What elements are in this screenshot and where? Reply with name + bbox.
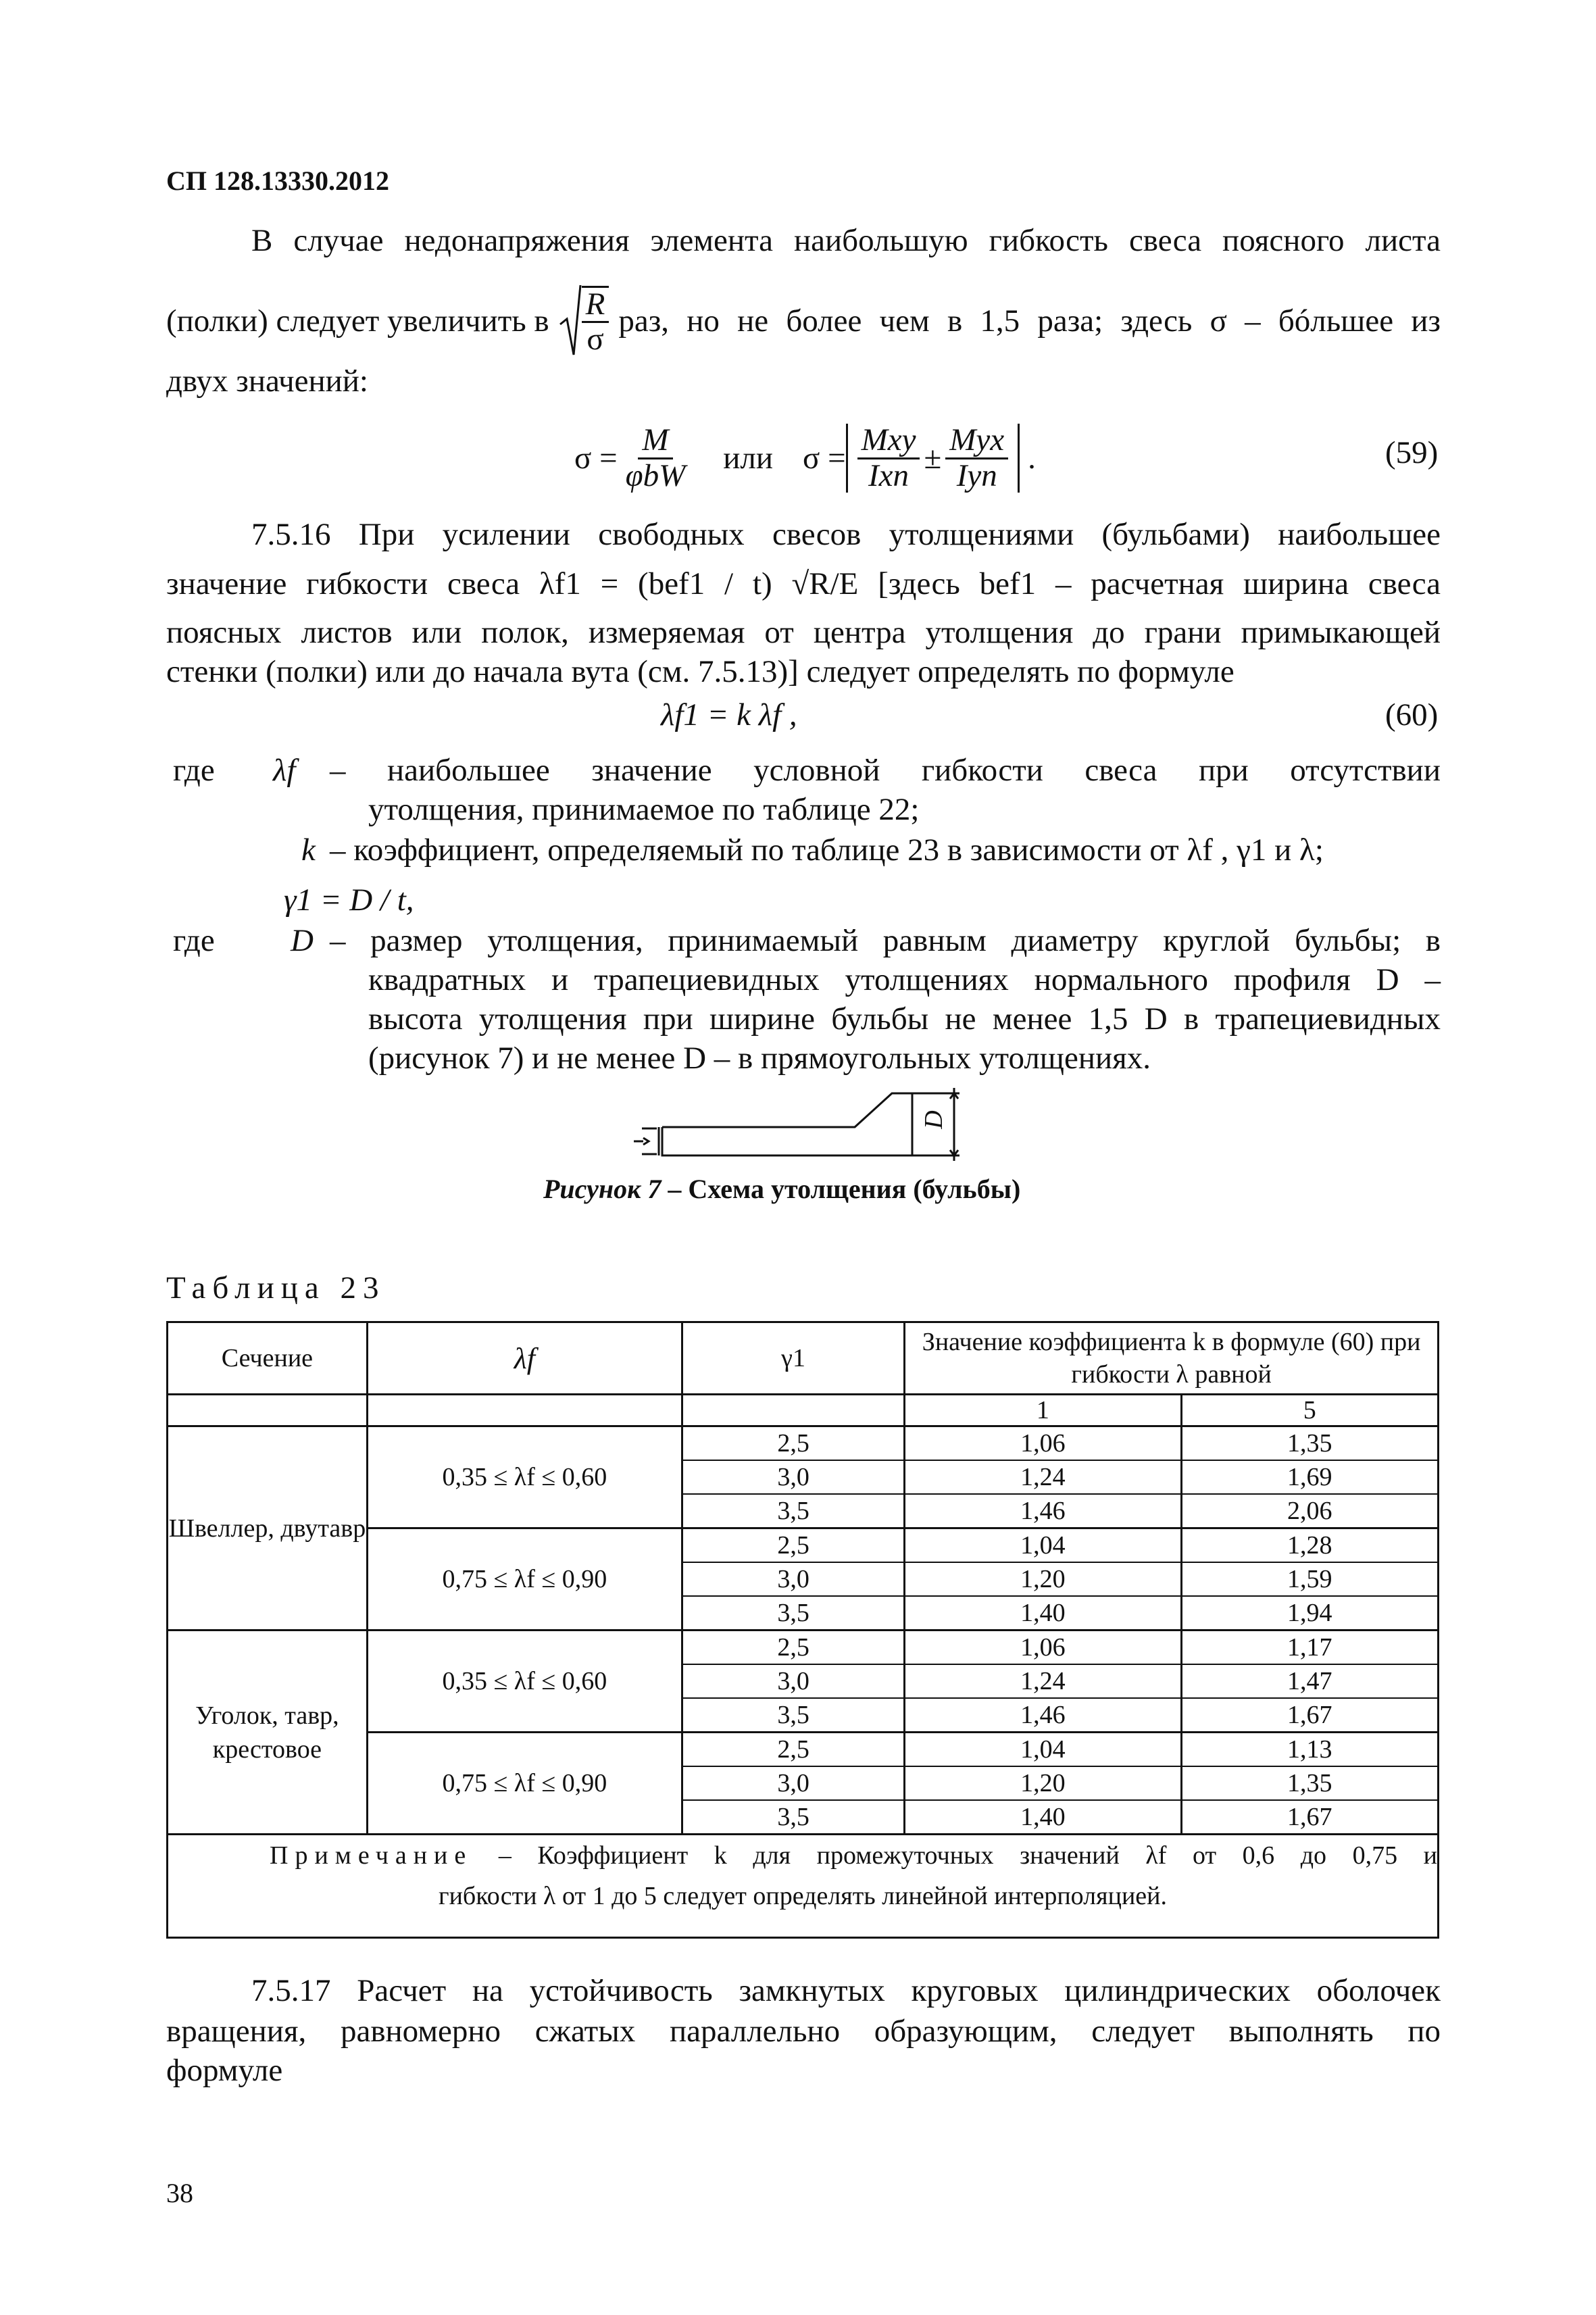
table-note xyxy=(168,1835,1439,1938)
lambda-f-symbol: λf xyxy=(273,753,296,788)
gamma-value: 3,0 xyxy=(683,1461,903,1495)
formula-59-den-b: Iyn xyxy=(956,457,997,493)
gamma-value: 3,5 xyxy=(777,1701,809,1729)
formula-59-den-a: Ixn xyxy=(868,457,909,493)
figure-caption-text: – Схема утолщения (бульбы) xyxy=(661,1174,1021,1204)
note-label: Примечание xyxy=(270,1841,473,1870)
th-lambda-5: 5 xyxy=(1181,1395,1438,1426)
k5-cell xyxy=(1181,1631,1438,1733)
para2-line2: значение гибкости свеса λf1 = (bef1 / t) √R/E [здесь bef1 – расчетная ширина свеса xyxy=(166,566,1441,601)
para2-line4: стенки (полки) или до начала вута (см. 7.5.13)] следует определять по формуле xyxy=(166,654,1235,689)
formula-59-num-b: Myx xyxy=(945,424,1008,459)
gamma-cell xyxy=(682,1733,904,1835)
gamma-line: γ1 = D / t, xyxy=(284,882,414,918)
para1-line3: двух значений: xyxy=(166,364,368,399)
para2-line3: поясных листов или полок, измеряемая от центра утолщения до грани примыкающей xyxy=(166,615,1441,650)
k1-value: 1,20 xyxy=(905,1767,1180,1801)
formula-59 xyxy=(574,411,1036,505)
k1-value: 1,46 xyxy=(1020,1701,1066,1729)
sqrt-numerator: R xyxy=(582,288,609,323)
gamma-value: 3,0 xyxy=(683,1665,903,1699)
th-section: Сечение xyxy=(168,1322,368,1395)
k-symbol: k xyxy=(301,832,316,868)
gamma-value: 3,5 xyxy=(777,1599,809,1627)
k5-cell xyxy=(1181,1733,1438,1835)
k5-value: 1,17 xyxy=(1182,1631,1437,1665)
note-text1: – Коэффициент k для промежуточных значений λf от 0,6 до 0,75 и xyxy=(472,1841,1437,1870)
gamma-value: 2,5 xyxy=(683,1631,903,1665)
gamma-value: 2,5 xyxy=(683,1529,903,1563)
k5-value: 1,94 xyxy=(1287,1599,1332,1627)
note-text2: гибкости λ от 1 до 5 следует определять линейной интерполяцией. xyxy=(439,1882,1167,1910)
table-subheader-row xyxy=(168,1395,1439,1426)
formula-59-end: . xyxy=(1028,440,1036,476)
k5-value: 1,47 xyxy=(1182,1665,1437,1699)
formula-59-num-a: Mxy xyxy=(857,424,920,459)
formula-59-lhs2: σ = xyxy=(803,440,846,476)
lambda-range: 0,35 ≤ λf ≤ 0,60 xyxy=(367,1426,682,1528)
gamma-cell xyxy=(682,1631,904,1733)
k1-cell xyxy=(905,1426,1181,1528)
para1-line2b: раз, но не более чем в 1,5 раза; здесь σ – бóльшее из xyxy=(618,303,1441,339)
k-text: – коэффициент, определяемый по таблице 23 в зависимости от λf , γ1 и λ; xyxy=(330,832,1324,868)
figure-dim-label: D xyxy=(920,1110,948,1129)
formula-59-num1: M xyxy=(638,424,672,459)
k1-value: 1,20 xyxy=(905,1563,1180,1597)
page-number: 38 xyxy=(166,2178,193,2208)
sqrt-r-over-sigma xyxy=(559,284,609,358)
th-lambda-f: λf xyxy=(367,1322,682,1395)
radical-sign xyxy=(559,284,582,358)
document-code: СП 128.13330.2012 xyxy=(166,166,389,196)
formula-60: λf1 = k λf , xyxy=(661,697,797,732)
k5-value: 1,67 xyxy=(1287,1701,1332,1729)
para2-line1: 7.5.16 При усилении свободных свесов утолщениями (бульбами) наибольшее xyxy=(251,517,1441,552)
formula-60-number: (60) xyxy=(1385,697,1439,732)
para1-line1: В случае недонапряжения элемента наибольшую гибкость свеса поясного листа xyxy=(251,223,1441,258)
k1-value: 1,40 xyxy=(1020,1599,1066,1627)
k1-value: 1,24 xyxy=(905,1461,1180,1495)
k5-value: 1,28 xyxy=(1182,1529,1437,1563)
lambda-f-text2: утолщения, принимаемое по таблице 22; xyxy=(368,792,920,827)
where-label-2: где xyxy=(173,923,215,958)
table-note-row xyxy=(168,1835,1439,1938)
gamma-value: 3,0 xyxy=(683,1767,903,1801)
gamma-value: 3,5 xyxy=(777,1497,809,1525)
gamma-cell xyxy=(682,1426,904,1528)
k1-value: 1,06 xyxy=(905,1631,1180,1665)
k1-value: 1,40 xyxy=(1020,1803,1066,1831)
d-text3: высота утолщения при ширине бульбы не менее 1,5 D в трапециевидных xyxy=(368,1001,1441,1037)
table-header-row xyxy=(168,1322,1439,1395)
gamma-value: 3,0 xyxy=(683,1563,903,1597)
d-text4: (рисунок 7) и не менее D – в прямоугольных утолщениях. xyxy=(368,1041,1151,1076)
formula-59-den1: φbW xyxy=(625,457,686,493)
k1-value: 1,24 xyxy=(905,1665,1180,1699)
d-symbol: D xyxy=(291,923,314,958)
k5-value: 1,69 xyxy=(1182,1461,1437,1495)
k5-value: 2,06 xyxy=(1287,1497,1332,1525)
section-name: Уголок, тавр, крестовое xyxy=(168,1631,368,1835)
k1-value: 1,06 xyxy=(905,1427,1180,1461)
th-gamma: γ1 xyxy=(682,1322,904,1395)
k1-cell xyxy=(905,1733,1181,1835)
k1-cell xyxy=(905,1631,1181,1733)
d-text1: – размер утолщения, принимаемый равным диаметру круглой бульбы; в xyxy=(330,923,1441,958)
figure-caption-label: Рисунок 7 xyxy=(543,1174,662,1204)
k5-cell xyxy=(1181,1528,1438,1631)
k1-value: 1,04 xyxy=(905,1529,1180,1563)
table-title: Таблица 23 xyxy=(166,1270,386,1305)
formula-59-abs xyxy=(846,424,1020,493)
gamma-cell xyxy=(682,1528,904,1631)
formula-59-number: (59) xyxy=(1385,435,1439,470)
para1-line2a: (полки) следует увеличить в xyxy=(166,303,549,339)
section-name: Швеллер, двутавр xyxy=(168,1426,368,1631)
where-label-1: где xyxy=(173,753,215,788)
table-23 xyxy=(166,1321,1439,1939)
k5-value: 1,35 xyxy=(1182,1767,1437,1801)
lambda-range: 0,75 ≤ λf ≤ 0,90 xyxy=(367,1528,682,1631)
k5-cell xyxy=(1181,1426,1438,1528)
lambda-f-text1: – наибольшее значение условной гибкости свеса при отсутствии xyxy=(330,753,1441,788)
para1-line2 xyxy=(166,284,1441,358)
th-lambda-1: 1 xyxy=(905,1395,1181,1426)
para3-line3: формуле xyxy=(166,2053,283,2088)
k1-value: 1,46 xyxy=(1020,1497,1066,1525)
k1-value: 1,04 xyxy=(905,1733,1180,1767)
gamma-value: 3,5 xyxy=(777,1803,809,1831)
table-row xyxy=(168,1426,1439,1528)
para3-line2: вращения, равномерно сжатых параллельно образующим, следует выполнять по xyxy=(166,2014,1441,2049)
k5-value: 1,13 xyxy=(1182,1733,1437,1767)
th-coefficient: Значение коэффициента k в формуле (60) при гибкости λ равной xyxy=(905,1322,1439,1395)
d-text2: квадратных и трапециевидных утолщениях нормального профиля D – xyxy=(368,962,1441,997)
gamma-value: 2,5 xyxy=(683,1427,903,1461)
k5-value: 1,59 xyxy=(1182,1563,1437,1597)
lambda-range: 0,35 ≤ λf ≤ 0,60 xyxy=(367,1631,682,1733)
sqrt-denominator: σ xyxy=(587,322,604,357)
formula-59-or: или xyxy=(723,440,774,476)
figure-caption xyxy=(543,1173,1020,1205)
table-row xyxy=(168,1631,1439,1733)
formula-59-lhs1: σ = xyxy=(574,440,618,476)
k5-value: 1,35 xyxy=(1182,1427,1437,1461)
formula-59-pm: ± xyxy=(924,440,942,476)
lambda-range: 0,75 ≤ λf ≤ 0,90 xyxy=(367,1733,682,1835)
para3-line1: 7.5.17 Расчет на устойчивость замкнутых круговых цилиндрических оболочек xyxy=(251,1973,1441,2008)
k1-cell xyxy=(905,1528,1181,1631)
k5-value: 1,67 xyxy=(1287,1803,1332,1831)
gamma-value: 2,5 xyxy=(683,1733,903,1767)
